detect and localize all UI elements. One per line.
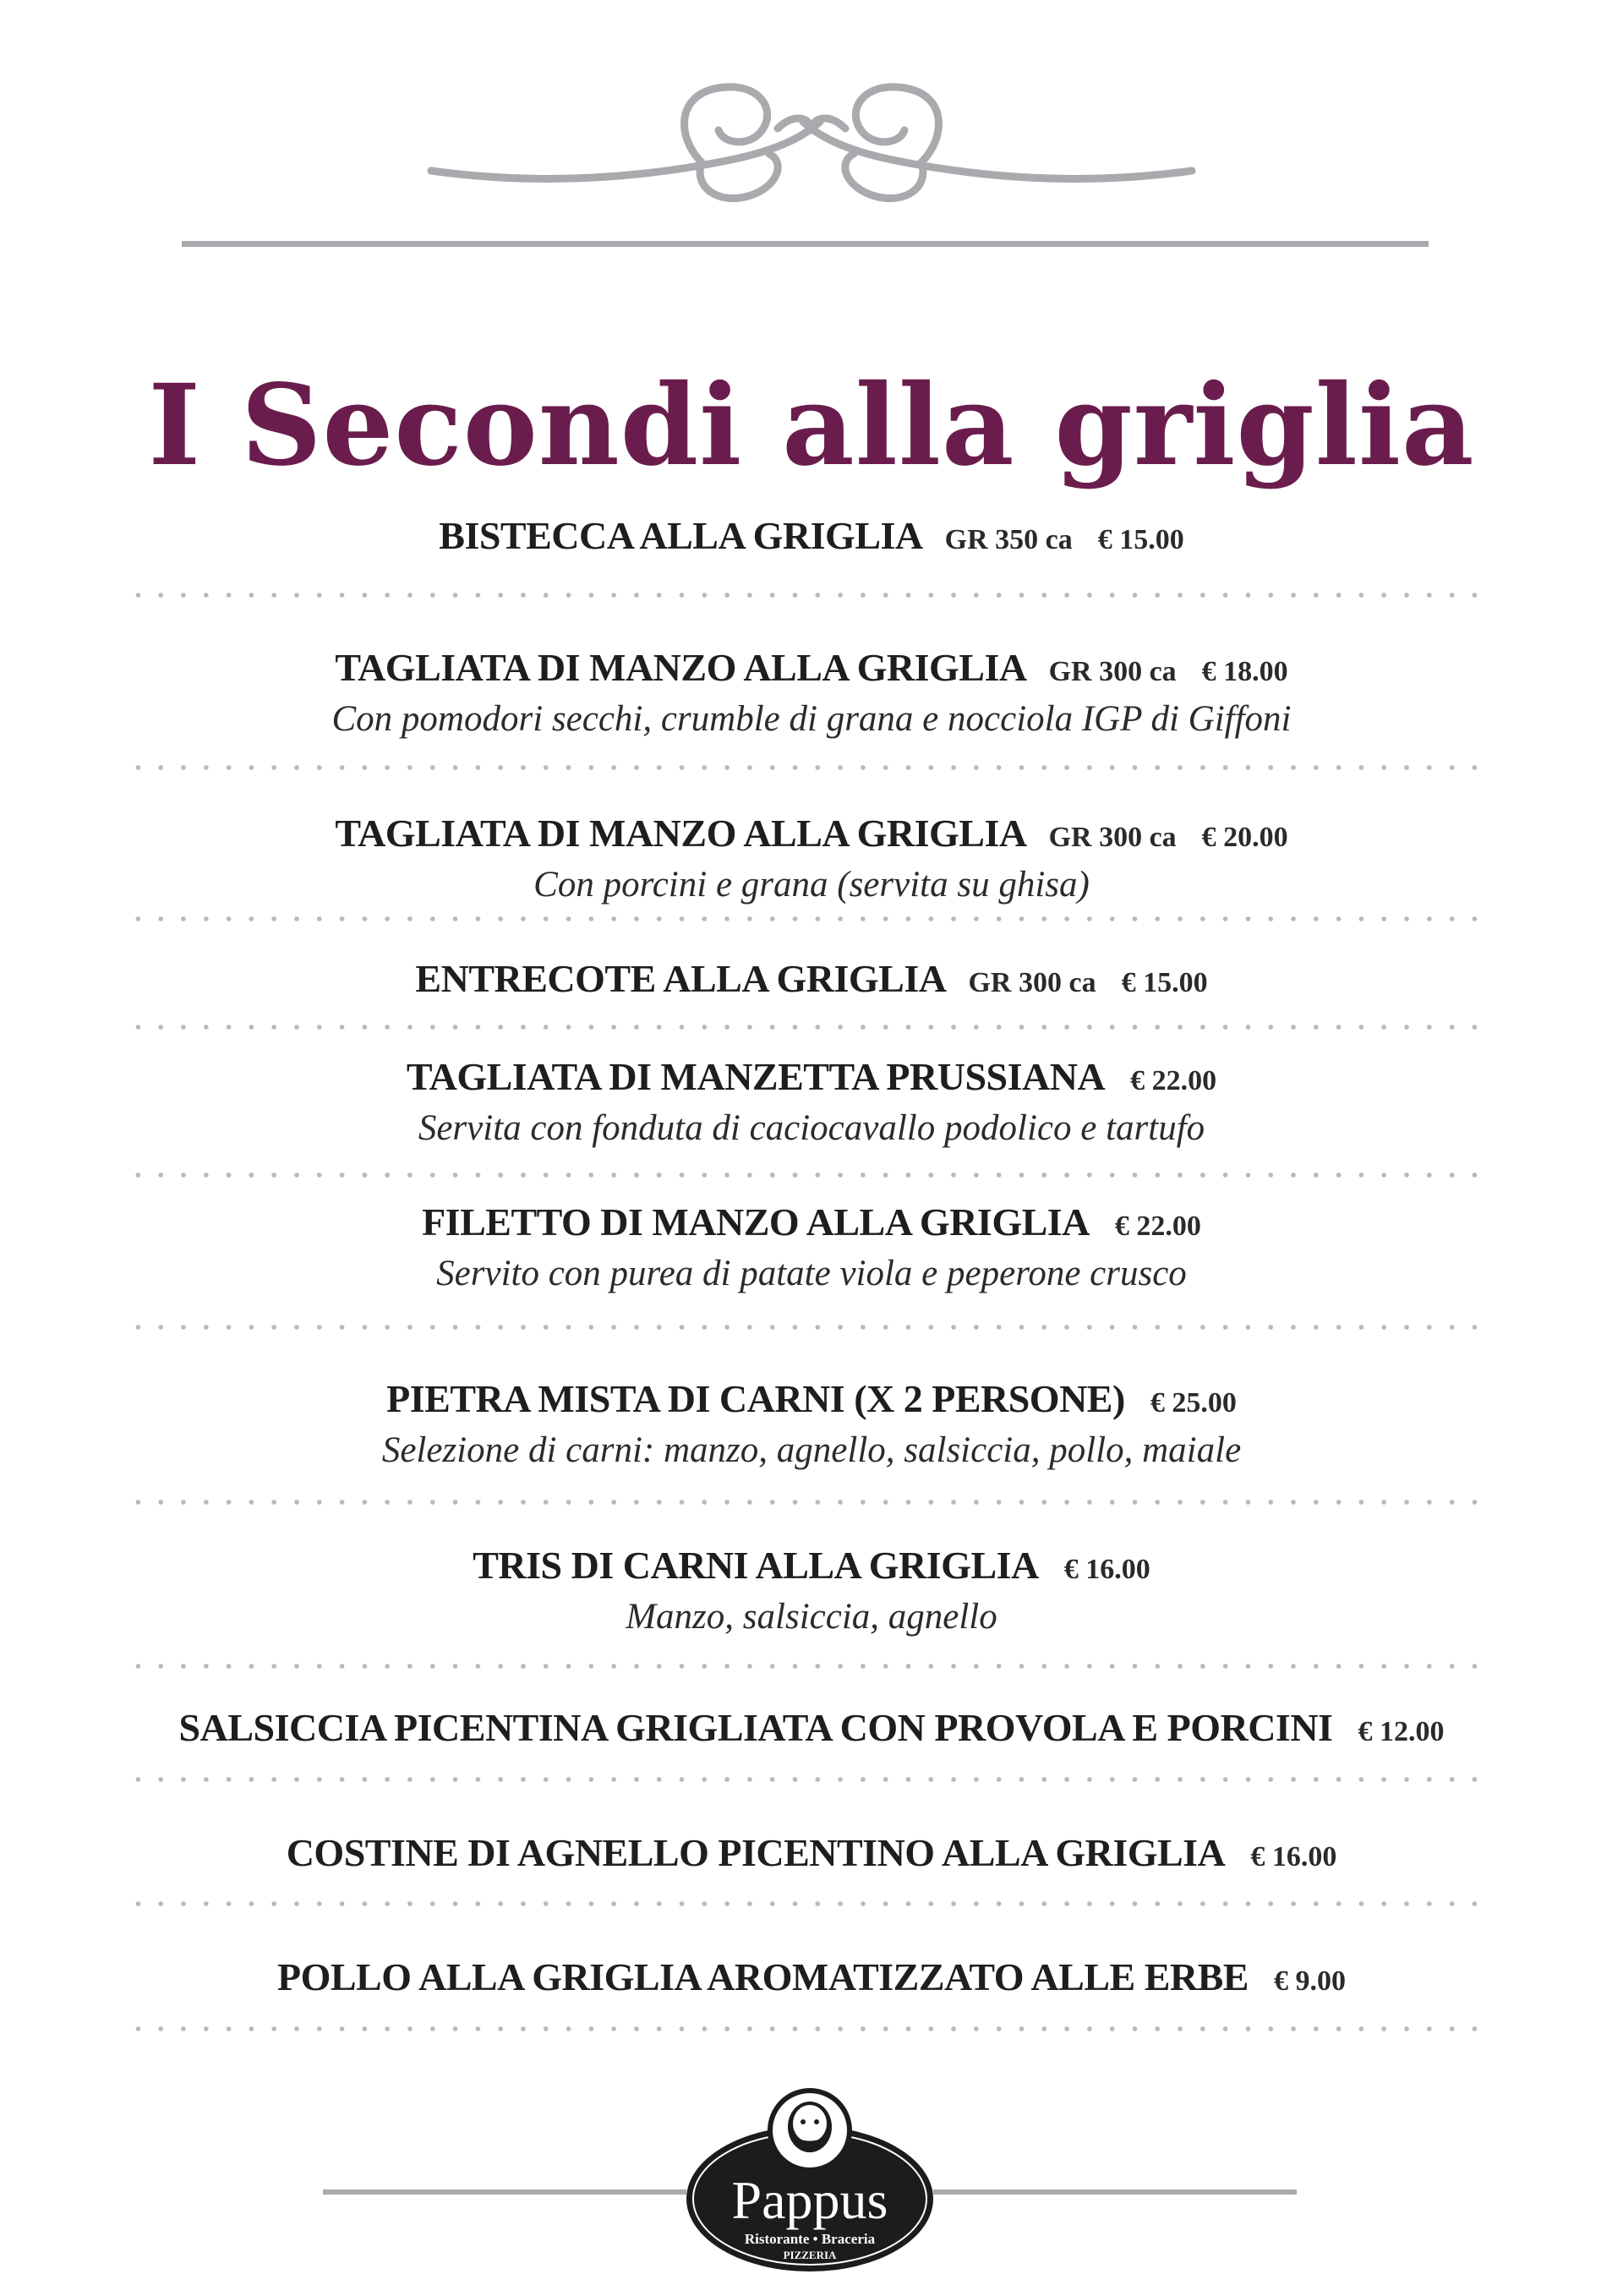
- menu-item: [118, 512, 1505, 564]
- top-divider: [182, 241, 1429, 247]
- item-name: TRIS DI CARNI ALLA GRIGLIA: [473, 1544, 1039, 1587]
- item-name: PIETRA MISTA DI CARNI (X 2 PERSONE): [386, 1377, 1125, 1420]
- item-description: Con porcini e grana (servita su ghisa): [533, 865, 1090, 905]
- dotted-separator: [127, 1901, 1488, 1906]
- item-weight: GR 300 ca: [968, 967, 1096, 998]
- dotted-separator: [127, 1173, 1488, 1178]
- item-description: Selezione di carni: manzo, agnello, salsiccia, pollo, maiale: [381, 1430, 1242, 1470]
- dotted-separator: [127, 765, 1488, 770]
- item-weight: GR 300 ca: [1048, 656, 1177, 687]
- item-price: € 16.00: [1250, 1841, 1337, 1872]
- menu-item: [118, 1199, 1505, 1298]
- dotted-separator: [127, 1777, 1488, 1782]
- dotted-separator: [127, 1500, 1488, 1505]
- item-name: TAGLIATA DI MANZETTA PRUSSIANA: [406, 1055, 1106, 1098]
- dotted-separator: [127, 2026, 1488, 2031]
- item-price: € 16.00: [1063, 1554, 1150, 1585]
- item-description: Con pomodori secchi, crumble di grana e nocciola IGP di Giffoni: [331, 699, 1292, 739]
- menu-item: [118, 955, 1505, 1007]
- menu-item: [118, 1829, 1505, 1881]
- menu-item: [118, 644, 1505, 743]
- menu-item: [118, 1375, 1505, 1474]
- menu-item: [118, 1704, 1505, 1756]
- item-name: TAGLIATA DI MANZO ALLA GRIGLIA: [335, 812, 1027, 855]
- menu-item: [118, 1954, 1505, 2005]
- item-description: Servito con purea di patate viola e peperone crusco: [436, 1254, 1187, 1293]
- bottom-divider-right: [933, 2189, 1297, 2195]
- dotted-separator: [127, 916, 1488, 921]
- menu-title: I Secondi alla griglia: [148, 360, 1475, 492]
- menu-item: [118, 810, 1505, 909]
- item-price: € 15.00: [1097, 524, 1184, 555]
- item-name: TAGLIATA DI MANZO ALLA GRIGLIA: [335, 646, 1027, 689]
- decorative-ornament-icon: [423, 78, 1200, 205]
- logo-subtitle: PIZZERIA: [783, 2249, 837, 2261]
- item-name: POLLO ALLA GRIGLIA AROMATIZZATO ALLE ERBE: [277, 1955, 1249, 1998]
- item-name: BISTECCA ALLA GRIGLIA: [439, 514, 923, 557]
- item-price: € 18.00: [1201, 656, 1288, 687]
- item-weight: GR 300 ca: [1048, 822, 1177, 853]
- logo-name: Pappus: [731, 2170, 888, 2230]
- item-name: FILETTO DI MANZO ALLA GRIGLIA: [422, 1200, 1090, 1244]
- bottom-divider-left: [323, 2189, 686, 2195]
- item-price: € 25.00: [1150, 1387, 1237, 1419]
- item-price: € 20.00: [1201, 822, 1288, 853]
- pappus-logo: [683, 2085, 937, 2274]
- dotted-separator: [127, 1025, 1488, 1030]
- item-weight: GR 350 ca: [944, 524, 1073, 555]
- item-description: Servita con fonduta di caciocavallo podolico e tartufo: [418, 1108, 1205, 1148]
- item-description: Manzo, salsiccia, agnello: [626, 1597, 997, 1637]
- dotted-separator: [127, 1325, 1488, 1330]
- item-price: € 12.00: [1358, 1716, 1445, 1747]
- menu-item: [118, 1542, 1505, 1641]
- item-price: € 15.00: [1121, 967, 1208, 998]
- item-name: ENTRECOTE ALLA GRIGLIA: [415, 957, 947, 1000]
- item-name: COSTINE DI AGNELLO PICENTINO ALLA GRIGLIA: [286, 1831, 1226, 1874]
- item-price: € 22.00: [1130, 1065, 1217, 1096]
- logo-tagline: Ristorante • Braceria: [744, 2231, 876, 2247]
- dotted-separator: [127, 1664, 1488, 1669]
- item-price: € 9.00: [1273, 1965, 1346, 1997]
- item-name: SALSICCIA PICENTINA GRIGLIATA CON PROVOLA E PORCINI: [178, 1706, 1333, 1749]
- item-price: € 22.00: [1114, 1211, 1201, 1242]
- menu-item: [118, 1053, 1505, 1152]
- dotted-separator: [127, 593, 1488, 598]
